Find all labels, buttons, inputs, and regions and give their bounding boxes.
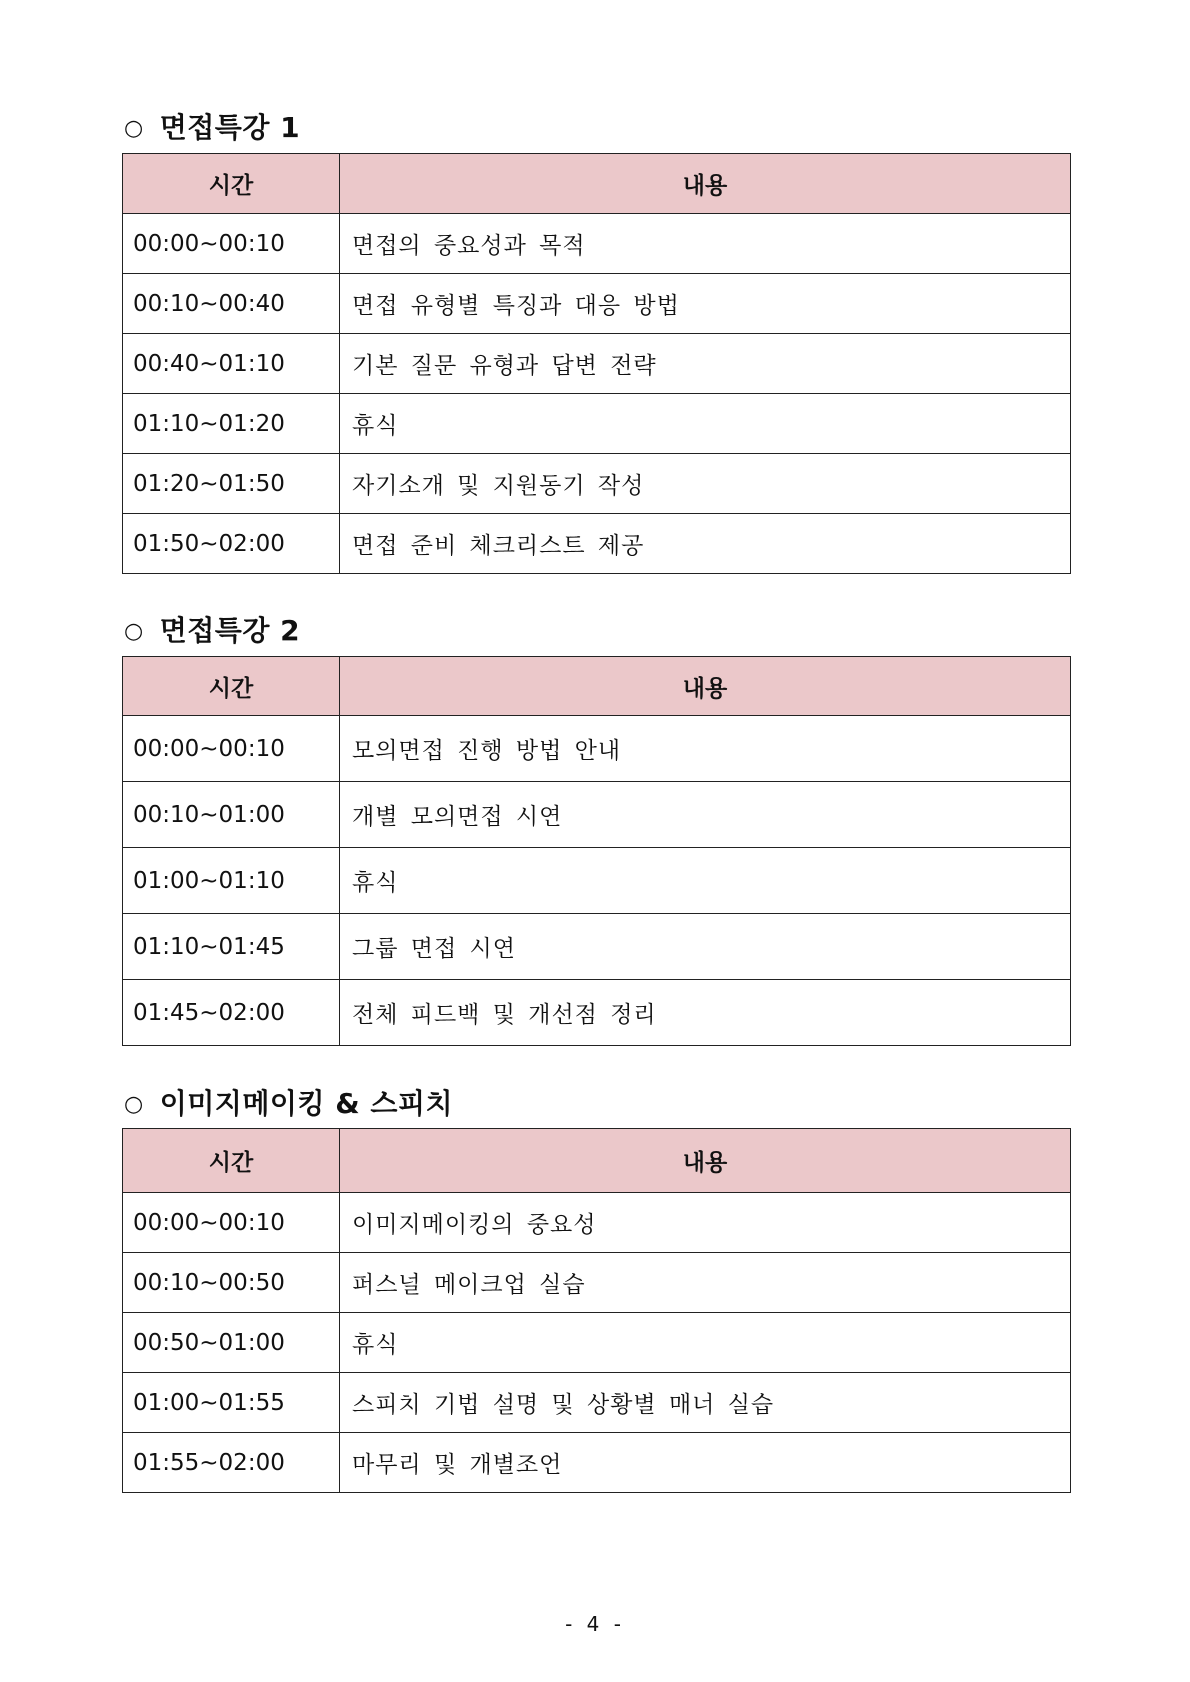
time-cell: 00:10~01:00 bbox=[123, 782, 340, 848]
table-row bbox=[123, 394, 1071, 454]
time-cell: 01:45~02:00 bbox=[123, 980, 340, 1046]
time-cell: 00:10~00:40 bbox=[123, 274, 340, 334]
section-title-interview-lecture-2 bbox=[124, 611, 300, 651]
time-cell: 01:00~01:10 bbox=[123, 848, 340, 914]
time-cell: 00:40~01:10 bbox=[123, 334, 340, 394]
table-header-row bbox=[123, 154, 1071, 214]
time-cell: 01:55~02:00 bbox=[123, 1433, 340, 1493]
content-cell: 모의면접 진행 방법 안내 bbox=[340, 716, 1071, 782]
content-cell: 스피치 기법 설명 및 상황별 매너 실습 bbox=[340, 1373, 1071, 1433]
schedule-table-image-making-speech bbox=[122, 1128, 1071, 1493]
table-row bbox=[123, 1433, 1071, 1493]
content-cell: 마무리 및 개별조언 bbox=[340, 1433, 1071, 1493]
table-row bbox=[123, 514, 1071, 574]
table-header-row bbox=[123, 657, 1071, 716]
circle-bullet-icon: ○ bbox=[124, 116, 144, 141]
header-time: 시간 bbox=[123, 657, 340, 716]
time-cell: 00:00~00:10 bbox=[123, 1193, 340, 1253]
time-cell: 01:20~01:50 bbox=[123, 454, 340, 514]
table-row bbox=[123, 214, 1071, 274]
header-time: 시간 bbox=[123, 1129, 340, 1193]
schedule-table-interview-lecture-1 bbox=[122, 153, 1071, 574]
table-row bbox=[123, 716, 1071, 782]
table-row bbox=[123, 1193, 1071, 1253]
content-cell: 이미지메이킹의 중요성 bbox=[340, 1193, 1071, 1253]
circle-bullet-icon: ○ bbox=[124, 1092, 144, 1117]
content-cell: 휴식 bbox=[340, 1313, 1071, 1373]
content-cell: 개별 모의면접 시연 bbox=[340, 782, 1071, 848]
table-row bbox=[123, 848, 1071, 914]
header-content: 내용 bbox=[340, 657, 1071, 716]
content-cell: 자기소개 및 지원동기 작성 bbox=[340, 454, 1071, 514]
content-cell: 면접 유형별 특징과 대응 방법 bbox=[340, 274, 1071, 334]
header-content: 내용 bbox=[340, 154, 1071, 214]
table-header-row bbox=[123, 1129, 1071, 1193]
time-cell: 00:00~00:10 bbox=[123, 716, 340, 782]
time-cell: 00:00~00:10 bbox=[123, 214, 340, 274]
content-cell: 면접의 중요성과 목적 bbox=[340, 214, 1071, 274]
header-time: 시간 bbox=[123, 154, 340, 214]
section-title-text: 면접특강 2 bbox=[159, 614, 301, 647]
section-title-text: 이미지메이킹 & 스피치 bbox=[159, 1087, 454, 1120]
page-number: - 4 - bbox=[565, 1612, 625, 1636]
table-row bbox=[123, 782, 1071, 848]
content-cell: 기본 질문 유형과 답변 전략 bbox=[340, 334, 1071, 394]
content-cell: 면접 준비 체크리스트 제공 bbox=[340, 514, 1071, 574]
table-row bbox=[123, 1313, 1071, 1373]
time-cell: 01:10~01:20 bbox=[123, 394, 340, 454]
time-cell: 01:10~01:45 bbox=[123, 914, 340, 980]
section-title-image-making-speech bbox=[124, 1084, 453, 1124]
circle-bullet-icon: ○ bbox=[124, 619, 144, 644]
table-row bbox=[123, 274, 1071, 334]
schedule-table-interview-lecture-2 bbox=[122, 656, 1071, 1046]
content-cell: 그룹 면접 시연 bbox=[340, 914, 1071, 980]
content-cell: 휴식 bbox=[340, 394, 1071, 454]
table-row bbox=[123, 334, 1071, 394]
section-title-text: 면접특강 1 bbox=[159, 111, 301, 144]
table-row bbox=[123, 914, 1071, 980]
time-cell: 01:00~01:55 bbox=[123, 1373, 340, 1433]
table-row bbox=[123, 454, 1071, 514]
table-row bbox=[123, 1253, 1071, 1313]
header-content: 내용 bbox=[340, 1129, 1071, 1193]
content-cell: 퍼스널 메이크업 실습 bbox=[340, 1253, 1071, 1313]
time-cell: 00:50~01:00 bbox=[123, 1313, 340, 1373]
time-cell: 01:50~02:00 bbox=[123, 514, 340, 574]
table-row bbox=[123, 980, 1071, 1046]
table-row bbox=[123, 1373, 1071, 1433]
content-cell: 전체 피드백 및 개선점 정리 bbox=[340, 980, 1071, 1046]
time-cell: 00:10~00:50 bbox=[123, 1253, 340, 1313]
section-title-interview-lecture-1 bbox=[124, 108, 300, 148]
content-cell: 휴식 bbox=[340, 848, 1071, 914]
